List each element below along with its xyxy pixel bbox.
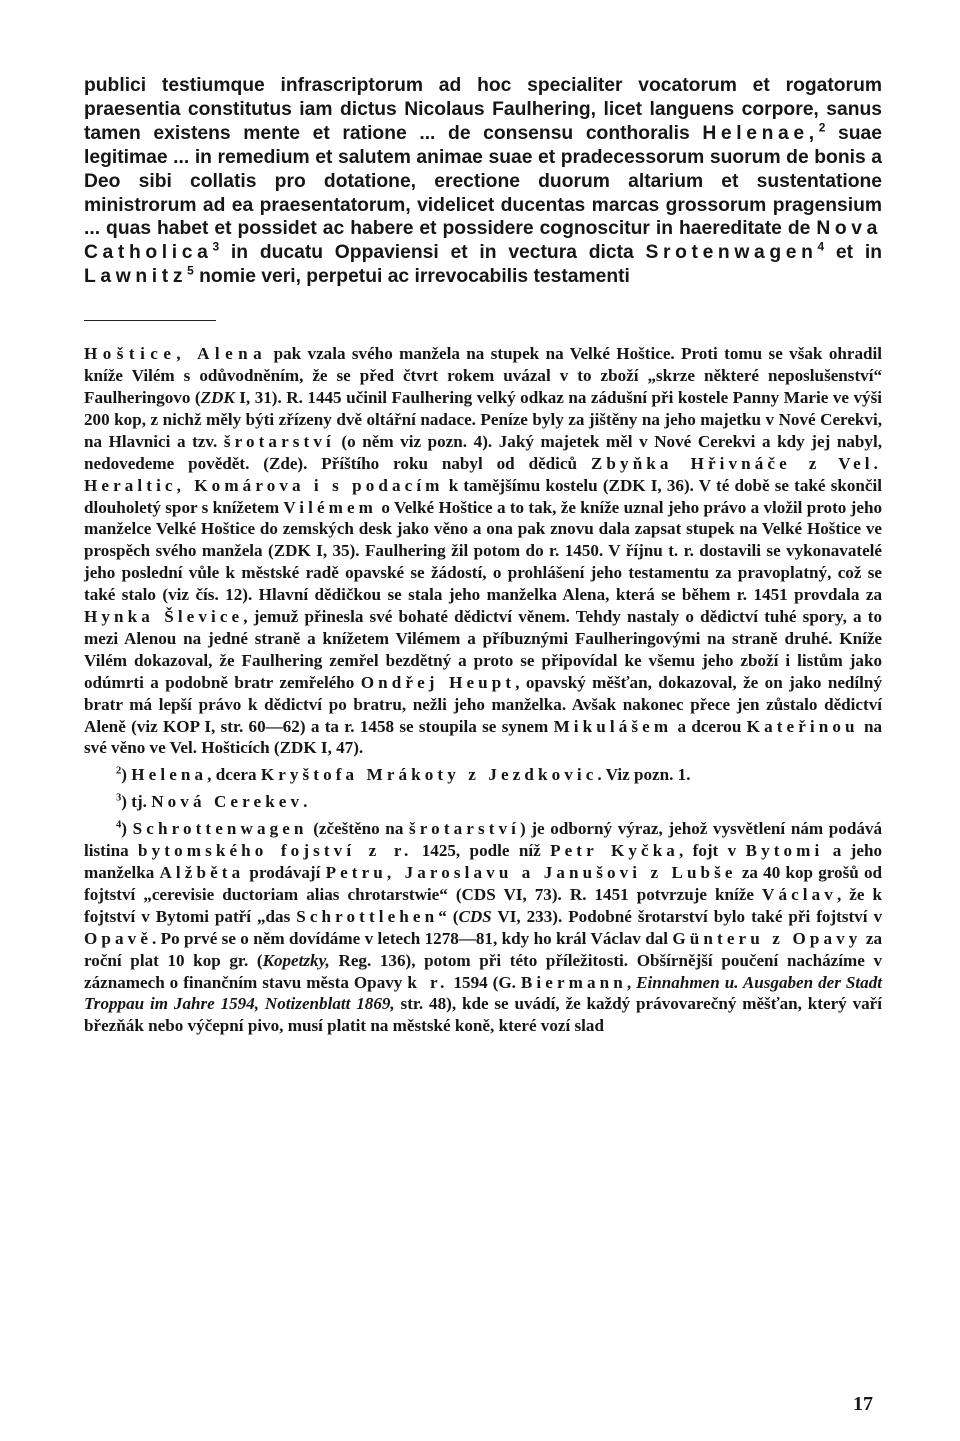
text-run: “ ( [438,906,459,926]
spaced-text: Helena [131,765,208,785]
text-run: za 40 kop grošů od fojtství „cerevisie ductoriam alias chrotarstwie“ (CDS VI, 73). R. 1451 potvrzuje kníže [84,863,883,904]
name-helenae: Helenae, [702,122,819,144]
text-run: . [303,792,308,812]
text-run: ) [121,765,132,785]
text-run: Reg. 136), potom při této příležitosti. Obšírnější poučení nacházíme v záznamech o finančním stavu města Opavy [84,950,882,992]
spaced-text: k r. [407,972,449,992]
spaced-text: Opavě [84,928,153,948]
page-body [84,74,882,1037]
footnote-2 [84,764,882,786]
text-run: k tamějšímu kostelu (ZDK I, 36). V té době se také skončil dlouholetý spor s knížetem [84,475,882,517]
text-run: a jeho manželka [84,841,883,882]
spaced-text: Kateřinou [746,716,859,736]
footnote-ref-3: 3 [212,239,220,254]
text-run: , opavský měšťan, dokazoval, že on jako nedílný bratr má lepší právo k dědictví po bratru, nežli jeho manželka. Avšak nakonec přece jen zůstalo dědictví Aleně (viz KOP I, str. 60—62) a ta r. 1458 se stoupila se synem [84,672,882,736]
spaced-text: šrotarství [409,819,521,839]
footnote-ref-5: 5 [187,263,194,278]
text-run: pak vzala svého manžela na stupek na Velké Hoštice. Proti tomu se však ohradil kníže Vilém s odůvodněním, že se před čtvrt rokem uvázal v to zboží „skrze některé neposlušenství“ Faulheringovo ( [84,344,883,407]
name-lawnitz: Lawnitz [84,266,188,288]
spaced-text: Petru, Jaroslavu a Janušovi z Lubše [325,863,737,882]
spaced-text: Zbyňka Hřivnáče z Vel. Heraltic, Komárova i s podacím [84,453,882,495]
text-run: I, 31). R. 1445 učinil Faulhering velký odkaz na zádušní při kostele Panny Marie ve výši 200 kop, z nichž měly býti zřízeny dvě oltářní nadace. Peníze byly za jištěny na jeho majetku v Nové Cerekvi, na Hlavnici a tzv. [84,387,882,451]
text-run: nomie veri, perpetui ac irrevocabilis testamenti [193,266,630,288]
text-run: (o něm viz pozn. 4). Jaký majetek měl v Nové Cerekvi a kdy jej nabyl, nedovedeme povědět. (Zde). Příštího roku nabyl od dědiců [84,431,882,473]
text-run: prodávají [244,863,326,882]
footnote-1 [84,343,882,759]
spaced-text: Schrottlehen [296,906,439,926]
spaced-text: Hoštice, Alena [84,344,268,364]
spaced-text: Bytomi [745,841,824,861]
spaced-text: Schrottenwagen [132,819,308,839]
spaced-text: bytomského fojství z r. [138,841,413,861]
spaced-text: Kryštofa Mrákoty z Jezdkovic [260,765,598,785]
italic-text: Kopetzky, [262,950,330,970]
text-run: 1594 (G. [448,972,521,992]
spaced-text: Ondřej Heupt [360,672,516,692]
text-run: VI, 233). Podobné šrotarství bylo také při fojtství v [491,906,882,926]
text-run: za roční plat 10 kop gr. ( [84,928,882,970]
text-run: et in [824,242,882,264]
text-run: . Viz pozn. 1. [597,765,691,785]
text-run: ) je odborný výraz, jehož vysvětlení nám podává listina [84,819,882,861]
text-run: . Po prvé se o něm dovídáme v letech 1278—81, kdy ho král Václav dal [152,928,673,948]
spaced-text: Václav [762,884,837,904]
text-run: ) [121,819,133,839]
spaced-text: Vilémem [283,497,378,517]
text-run: , fojt v [678,841,746,861]
text-run: 1425, podle níž [412,841,551,861]
footnote-3 [84,791,882,813]
italic-text: ZDK [200,387,235,407]
text-run: publici testiumque infrascriptorum ad hoc specialiter vocatorum et rogatorum praesentia constitutus iam dictus Nicolaus Faulhering, licet languens corpore, sanus tamen existens mente et ratione ... de consensu conthoralis [84,75,882,144]
footnote-number: 2 [116,765,122,777]
name-nova-catholica: Nova Catholica [84,218,882,264]
spaced-text: Alžběta [159,863,245,882]
text-run: suae legitimae ... in remedium et salutem animae suae et pradecessorum suorum de bonis a Deo sibi collatis pro dotatione, erectione duorum altarium et sustentatione ministrorum ad ea praesentatorum, videlicet ducentas marcas grossorum pragensium ... quas habet et possidet ac habere et possidere cognoscitur in haereditate de [84,122,882,240]
spaced-text: Mikulášem [553,716,673,736]
spaced-text: Biermann [520,972,627,992]
text-run: in ducatu Oppaviensi et in vectura dicta [219,242,646,264]
spaced-text: Günteru z Opavy [672,928,862,948]
text-run: na své věno ve Vel. Hošticích (ZDK I, 47). [84,716,883,758]
main-paragraph [84,74,882,289]
text-run: a dcerou [672,716,747,736]
spaced-text: Petr Kyčka [550,841,679,861]
text-run: , jemuž přinesla své bohaté dědictví věnem. Tehdy nastaly o dědictví tuhé spory, a to mezi Alenou na jedné straně a knížetem Vilémem a příbuznými Faulheringovými na straně druhé. Kníže Vilém dokazoval, že Faulhering zemřel bezdětný a proto se připovídal ke všemu jeho zboží i listům jako odúmrti a podobně bratr zemřelého [84,607,882,692]
text-run: , že k fojtství v Bytomi patří „das [84,884,882,926]
text-run: , [626,972,637,992]
text-run: (zčeštěno na [307,819,410,839]
italic-text: Einnahmen u. Ausgaben der Stadt Troppau im Jahre 1594, Notizenblatt 1869, [84,972,882,1014]
italic-text: CDS [458,906,492,926]
text-run: , dcera [207,765,261,785]
page-number: 17 [853,1393,873,1415]
text-run: str. 48), kde se uvádí, že každý právovarečný měšťan, který vaří březňák nebo výčepní pivo, musí platit na městské koně, které vozí slad [84,994,882,1036]
footnote-4 [84,818,882,1037]
spaced-text: šrotarství [223,431,335,451]
text-run: o Velké Hoštice a to tak, že kníže uznal jeho právo a vložil proto jeho manželce Velké Hoštice do zemských desk jako věno a ona pak znovu dala zapsat stupek na Velké Hoštice ve prospěch svého manžela (ZDK I, 35). Faulhering žil potom do r. 1450. V říjnu t. r. dostavili se vykonavatelé jeho poslední vůle k městské radě opavské se žádostí, o prohlášení jeho testamentu za pravoplatný, což se také stalo (viz čís. 12). Hlavní dědičkou se stala jeho manželka Alena, která se během r. 1451 provdala za [84,497,883,605]
footnote-number: 4 [116,819,122,831]
footnote-separator [84,320,216,321]
name-srotenwagen: Srotenwagen [645,242,818,264]
footnotes [84,343,882,1037]
text-run: ) tj. [121,792,152,812]
spaced-text: Nová Cerekev [151,792,304,812]
footnote-ref-2: 2 [818,120,826,135]
footnote-ref-4: 4 [817,239,825,254]
footnote-number: 3 [116,792,122,804]
spaced-text: Hynka Šlevice [84,607,244,627]
